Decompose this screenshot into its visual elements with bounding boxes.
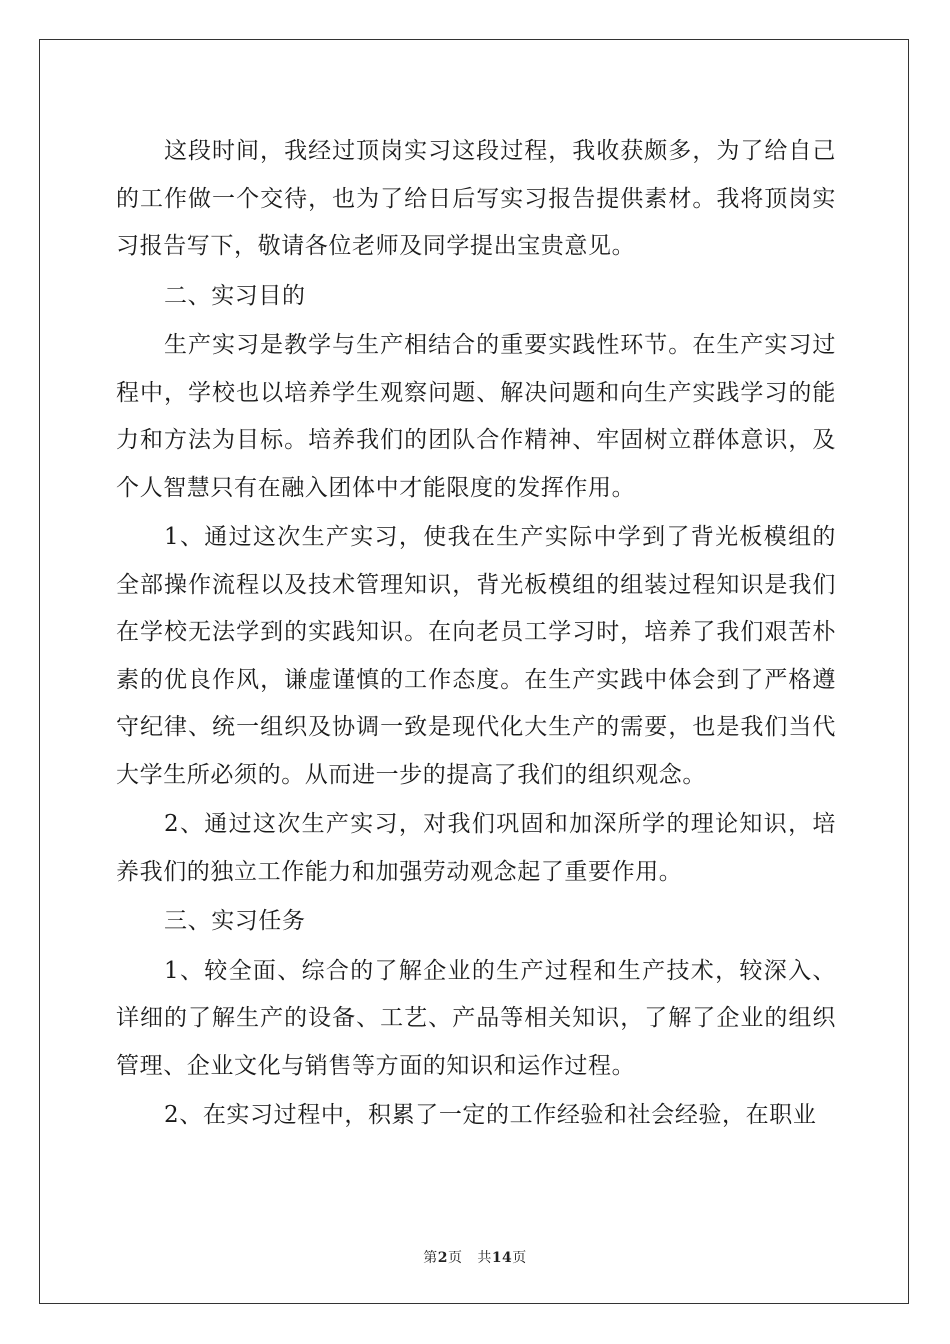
- footer-prefix: 第: [423, 1250, 438, 1266]
- paragraph-purpose-item-2: 2、通过这次生产实习，对我们巩固和加深所学的理论知识，培养我们的独立工作能力和加强劳动观念起了重要作用。: [116, 811, 836, 885]
- paragraph-task-item-1: 1、较全面、综合的了解企业的生产过程和生产技术，较深入、详细的了解生产的设备、工艺、产品等相关知识，了解了企业的组织管理、企业文化与销售等方面的知识和运作过程。: [116, 957, 836, 1079]
- paragraph-purpose: 生产实习是教学与生产相结合的重要实践性环节。在生产实习过程中，学校也以培养学生观察问题、解决问题和向生产实践学习的能力和方法为目标。培养我们的团队合作精神、牢固树立群体意识，及个人智慧只有在融入团体中才能限度的发挥作用。: [116, 332, 836, 501]
- page-footer: [0, 1247, 950, 1267]
- footer-page-unit: 页: [447, 1250, 463, 1266]
- footer-total-unit: 页: [512, 1250, 527, 1266]
- section-heading-purpose: 二、实习目的: [164, 282, 306, 309]
- footer-page-number: 2: [437, 1250, 448, 1266]
- paragraph-task-item-2: 2、在实习过程中，积累了一定的工作经验和社会经验，在职业: [164, 1102, 817, 1128]
- paragraph-intro: 这段时间，我经过顶岗实习这段过程，我收获颇多，为了给自己的工作做一个交待，也为了给日后写实习报告提供素材。我将顶岗实习报告写下，敬请各位老师及同学提出宝贵意见。: [116, 138, 836, 259]
- footer-total-prefix: 共: [477, 1250, 492, 1266]
- document-body: [116, 128, 836, 1140]
- footer-total-pages: 14: [491, 1250, 513, 1266]
- paragraph-purpose-item-1: 1、通过这次生产实习，使我在生产实际中学到了背光板模组的全部操作流程以及技术管理知识，背光板模组的组装过程知识是我们在学校无法学到的实践知识。在向老员工学习时，培养了我们艰苦朴素的优良作风，谦虚谨慎的工作态度。在生产实践中体会到了严格遵守纪律、统一组织及协调一致是现代化大生产的需要，也是我们当代大学生所必须的。从而进一步的提高了我们的组织观念。: [116, 524, 836, 788]
- section-heading-tasks: 三、实习任务: [164, 908, 306, 934]
